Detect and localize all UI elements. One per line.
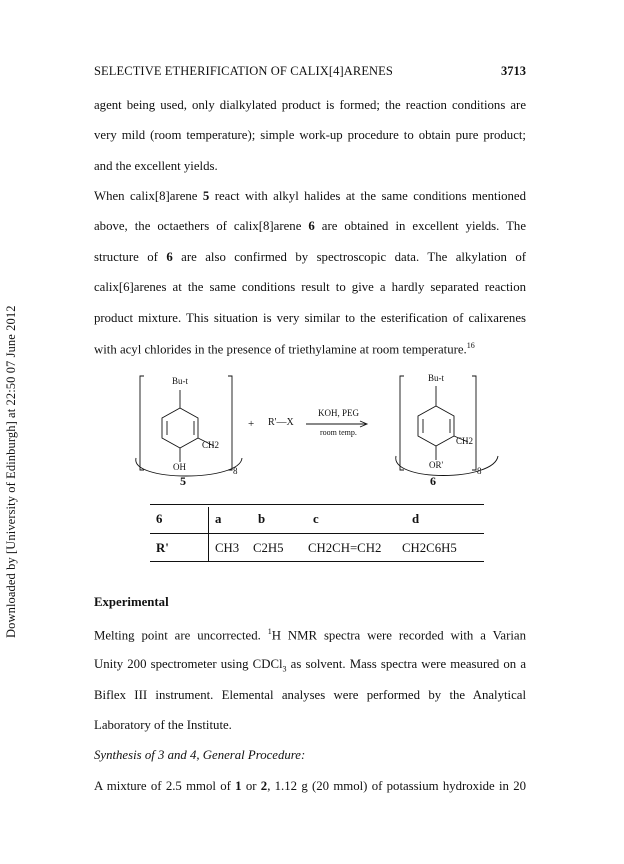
experimental-heading: Experimental <box>94 595 169 609</box>
right-repeat-n: 8 <box>477 466 482 476</box>
table-header-c: c <box>313 512 319 526</box>
table-header-a: a <box>215 512 222 526</box>
table-cell-b: C2H5 <box>253 541 284 555</box>
left-tbu-label: Bu-t <box>172 376 189 386</box>
right-tbu-label: Bu-t <box>428 373 445 383</box>
para2-line2 <box>94 219 526 234</box>
para2-line3 <box>94 250 526 265</box>
left-oh-label: OH <box>173 462 186 472</box>
para2-line5: product mixture. This situation is very similar to the esterification of calixarenes <box>94 311 526 325</box>
compound-ref-6: 6 <box>166 250 173 264</box>
left-macrocycle-arc <box>136 458 242 476</box>
table-row-label: R' <box>156 541 169 555</box>
text-span: with acyl chlorides in the presence of triethylamine at room temperature. <box>94 342 467 357</box>
right-ch2-label: CH2 <box>456 436 474 446</box>
table-header-d: d <box>412 512 420 526</box>
experimental-line2 <box>94 657 526 674</box>
table-top-rule <box>150 504 484 505</box>
condition-top: KOH, PEG <box>318 408 360 418</box>
text-span: Unity 200 spectrometer using CDCl <box>94 657 283 671</box>
plus-sign: + <box>248 418 255 430</box>
right-macrocycle-arc <box>396 456 498 476</box>
right-bracket-open <box>400 376 404 470</box>
left-bracket-close <box>228 376 232 470</box>
text-span: are also confirmed by spectroscopic data. The alkylation of <box>172 250 526 264</box>
text-span: structure of <box>94 250 167 264</box>
text-span: above, the octaethers of calix[8]arene <box>94 219 309 233</box>
table-cell-d: CH2C6H5 <box>402 541 457 555</box>
compound-ref-2: 2 <box>260 779 268 793</box>
right-bracket-close <box>472 376 476 470</box>
subscript: 3 <box>282 664 287 674</box>
compound-ref-5: 5 <box>202 189 210 203</box>
substituent-table <box>150 497 484 563</box>
para1-line3: and the excellent yields. <box>94 159 218 173</box>
experimental-line3: Biflex III instrument. Elemental analyses were performed by the Analytical <box>94 688 526 702</box>
reagent-label: R'—X <box>268 417 294 428</box>
text-span: are obtained in excellent yields. The <box>314 219 526 233</box>
para2-line1 <box>94 189 526 204</box>
table-header-b: b <box>258 512 266 526</box>
condition-bottom: room temp. <box>320 428 357 437</box>
download-watermark-text: Downloaded by [University of Edinburgh] at 22:50 07 June 2012 <box>4 305 18 638</box>
text-span: , 1.12 g (20 mmol) of potassium hydroxide in 20 <box>267 779 527 793</box>
table-mid-rule <box>150 533 484 534</box>
table-header-compound: 6 <box>156 512 163 526</box>
text-span: as solvent. Mass spectra were measured on a <box>286 657 527 671</box>
page-number: 3713 <box>501 64 526 78</box>
experimental-line4: Laboratory of the Institute. <box>94 718 232 732</box>
table-cell-c: CH2CH=CH2 <box>308 541 382 555</box>
download-watermark <box>2 240 22 640</box>
left-ch2-label: CH2 <box>202 440 220 450</box>
para2-line6 <box>94 341 526 357</box>
table-vertical-rule <box>208 507 209 562</box>
para1-line1: agent being used, only dialkylated product is formed; the reaction conditions are <box>94 98 526 112</box>
superscript: 1 <box>267 627 272 636</box>
compound-ref-6: 6 <box>308 219 315 233</box>
experimental-line1 <box>94 627 526 643</box>
synthesis-heading: Synthesis of 3 and 4, General Procedure: <box>94 748 306 762</box>
reference-16: 16 <box>466 341 475 350</box>
left-repeat-n: 8 <box>233 466 238 476</box>
text-span: or <box>241 779 261 793</box>
para1-line2: very mild (room temperature); simple work-up procedure to obtain pure product; <box>94 128 526 142</box>
text-span: A mixture of 2.5 mmol of <box>94 779 236 793</box>
table-cell-a: CH3 <box>215 541 240 555</box>
text-span: When calix[8]arene <box>94 189 203 203</box>
right-or-label: OR' <box>429 460 444 470</box>
table-bottom-rule <box>150 561 484 562</box>
running-head <box>94 64 526 80</box>
compound-ref-1: 1 <box>235 779 242 793</box>
text-span: H NMR spectra were recorded with a Varian <box>271 628 526 643</box>
reaction-scheme <box>120 366 520 496</box>
experimental-line5 <box>94 779 526 794</box>
compound-label-5: 5 <box>180 474 186 488</box>
text-span: react with alkyl halides at the same conditions mentioned <box>209 189 526 203</box>
para2-line4: calix[6]arenes at the same conditions result to give a hardly separated reaction <box>94 280 526 294</box>
running-head-title: SELECTIVE ETHERIFICATION OF CALIX[4]ARENES <box>94 64 393 78</box>
left-bracket-open <box>140 376 144 470</box>
text-span: Melting point are uncorrected. <box>94 628 268 643</box>
compound-label-6: 6 <box>430 474 436 488</box>
